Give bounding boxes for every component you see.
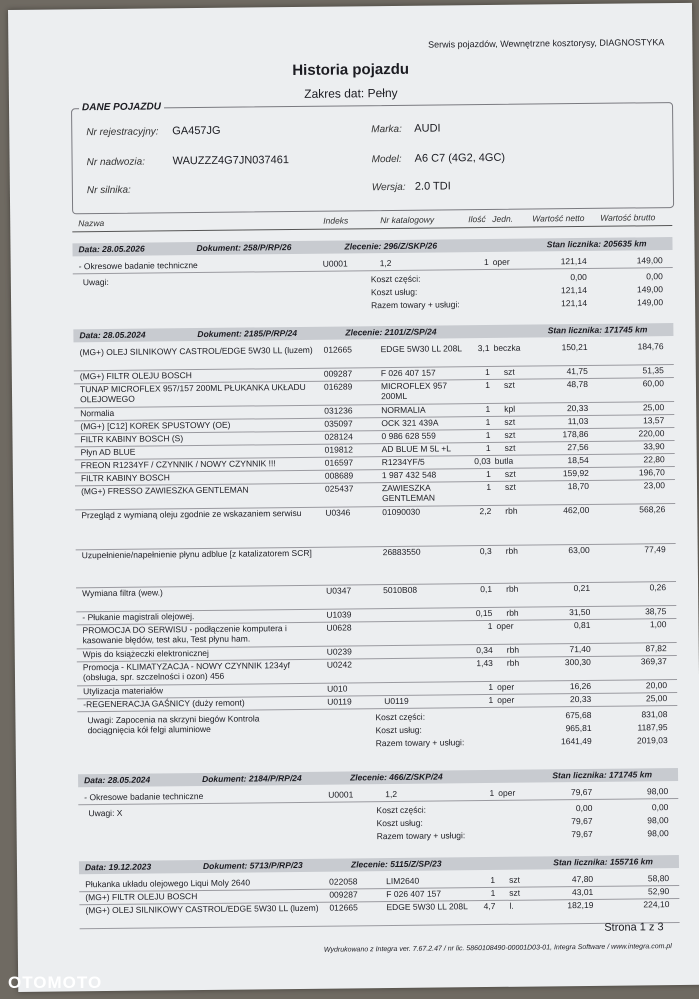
item-unit: oper bbox=[497, 694, 515, 705]
col-gross: Wartość brutto bbox=[600, 212, 656, 223]
item-index: 008689 bbox=[324, 470, 354, 481]
doc-odometer: Stan licznika: 205635 km bbox=[546, 238, 647, 250]
item-gross: 196,70 bbox=[638, 467, 665, 478]
item-qty: 0,15 bbox=[475, 607, 493, 619]
page-number: Strona 1 z 3 bbox=[604, 921, 664, 934]
summary-gross: 98,00 bbox=[647, 815, 669, 826]
item-gross: 38,75 bbox=[644, 606, 667, 617]
item-name: Uzupełnienie/napełnienie płynu adblue [z katalizatorem SCR] bbox=[81, 547, 312, 561]
item-index: U0001 bbox=[328, 789, 354, 800]
item-unit: rbh bbox=[506, 644, 520, 655]
item-name: (MG+) FILTR OLEJU BOSCH bbox=[85, 891, 198, 903]
item-qty: 1 bbox=[490, 887, 496, 898]
item-net: 47,80 bbox=[571, 873, 594, 885]
item-unit: beczka bbox=[493, 342, 521, 353]
reg-value: GA457JG bbox=[172, 124, 221, 138]
doc-date: Data: 28.05.2024 bbox=[84, 774, 151, 786]
item-qty: 3,1 bbox=[477, 342, 490, 354]
item-index: 012665 bbox=[323, 344, 353, 355]
item-index: U0001 bbox=[322, 258, 348, 269]
summary-gross: 1187,95 bbox=[637, 722, 668, 733]
item-unit: rbh bbox=[505, 505, 518, 516]
item-catalog: NORMALIA bbox=[381, 404, 426, 416]
item-catalog: EDGE 5W30 LL 208L bbox=[386, 901, 468, 913]
item-gross: 0,26 bbox=[649, 582, 667, 593]
item-index: U0239 bbox=[326, 646, 352, 657]
item-index: U0242 bbox=[326, 659, 352, 670]
item-qty: 1 bbox=[485, 366, 490, 378]
summary-gross: 831,08 bbox=[641, 709, 668, 720]
item-index: U1039 bbox=[326, 609, 352, 620]
item-name: Wpis do książeczki elektronicznej bbox=[82, 647, 209, 660]
date-range: Zakres dat: Pełny bbox=[304, 85, 398, 101]
item-net: 0,21 bbox=[573, 582, 591, 594]
item-qty: 1 bbox=[488, 694, 494, 706]
item-name: Płyn AD BLUE bbox=[80, 446, 136, 458]
item-catalog: ZAWIESZKA GENTLEMAN bbox=[381, 482, 436, 504]
item-gross: 33,90 bbox=[643, 441, 665, 452]
item-name: FILTR KABINY BOSCH (S) bbox=[80, 433, 184, 445]
item-qty: 1 bbox=[485, 403, 491, 415]
item-net: 48,78 bbox=[566, 378, 589, 390]
item-catalog: MICROFLEX 957 200ML bbox=[380, 380, 448, 402]
item-net: 159,92 bbox=[562, 467, 589, 479]
col-qty: Ilość bbox=[468, 214, 486, 225]
item-index: 022058 bbox=[329, 876, 358, 887]
item-net: 462,00 bbox=[563, 504, 590, 516]
summary-net: 79,67 bbox=[571, 828, 593, 840]
item-catalog bbox=[384, 658, 468, 659]
summary-net: 0,00 bbox=[575, 802, 593, 814]
item-catalog bbox=[383, 608, 467, 609]
item-catalog: R1234YF/5 bbox=[381, 456, 425, 468]
item-qty: 2,2 bbox=[479, 505, 492, 517]
item-net: 0,81 bbox=[573, 619, 591, 631]
item-index: 035097 bbox=[324, 418, 353, 429]
item-name: - Okresowe badanie techniczne bbox=[84, 790, 204, 803]
item-name: Przegląd z wymianą oleju zgodnie ze wskazaniem serwisu bbox=[81, 507, 302, 521]
doc-notes-text: Uwagi: X bbox=[88, 807, 123, 819]
item-gross: 224,10 bbox=[643, 899, 670, 910]
item-name: Utylizacja materiałów bbox=[83, 685, 164, 697]
item-qty: 0,3 bbox=[479, 545, 492, 557]
item-catalog: AD BLUE M 5L +L bbox=[381, 443, 452, 455]
summary-net: 121,14 bbox=[561, 297, 588, 309]
item-unit: szt bbox=[504, 468, 516, 479]
doc-order: Zlecenie: 2101/Z/SP/24 bbox=[345, 326, 437, 338]
reg-label: Nr rejestracyjny: bbox=[86, 126, 159, 139]
item-name: (MG+) FILTR OLEJU BOSCH bbox=[79, 370, 192, 382]
summary-gross: 149,00 bbox=[636, 284, 664, 295]
item-qty: 0,34 bbox=[476, 644, 493, 656]
item-catalog: 01090030 bbox=[382, 506, 421, 518]
item-gross: 87,82 bbox=[645, 643, 667, 654]
engine-label: Nr silnika: bbox=[86, 184, 131, 197]
item-net: 63,00 bbox=[568, 544, 590, 556]
item-unit: oper bbox=[496, 620, 514, 631]
summary-label: Koszt usług: bbox=[375, 724, 422, 736]
item-catalog: 5010B08 bbox=[383, 584, 418, 596]
item-catalog: 1 987 432 548 bbox=[381, 469, 437, 481]
item-catalog: F 026 407 157 bbox=[380, 367, 436, 379]
document-header-bar bbox=[73, 323, 673, 342]
item-index: U0119 bbox=[327, 696, 352, 707]
item-unit: rbh bbox=[506, 583, 519, 594]
item-unit: szt bbox=[509, 887, 521, 898]
model-label: Model: bbox=[371, 153, 402, 166]
item-qty: 1 bbox=[490, 874, 496, 885]
item-net: 11,03 bbox=[567, 415, 589, 427]
item-catalog: 1,2 bbox=[385, 788, 398, 800]
page-title: Historia pojazdu bbox=[292, 60, 410, 80]
item-index: 009287 bbox=[323, 368, 353, 379]
item-index: 025437 bbox=[324, 483, 354, 494]
doc-number: Dokument: 258/P/RP/26 bbox=[196, 242, 292, 254]
item-catalog bbox=[384, 682, 468, 683]
summary-gross: 2019,03 bbox=[636, 735, 668, 746]
item-catalog: 1,2 bbox=[379, 257, 392, 269]
doc-odometer: Stan licznika: 171745 km bbox=[552, 769, 653, 781]
item-qty: 1 bbox=[485, 442, 491, 454]
item-qty: 0,03 bbox=[474, 455, 491, 467]
item-unit: szt bbox=[504, 442, 516, 453]
item-net: 150,21 bbox=[561, 341, 588, 353]
document-header-bar bbox=[72, 237, 672, 256]
item-net: 41,75 bbox=[566, 365, 588, 377]
model-value: A6 C7 (4G2, 4GC) bbox=[414, 151, 506, 165]
item-qty: 1 bbox=[489, 787, 495, 799]
doc-odometer: Stan licznika: 155716 km bbox=[553, 856, 654, 868]
item-name: (MG+) OLEJ SILNIKOWY CASTROL/EDGE 5W30 LL (luzem) bbox=[85, 902, 319, 916]
item-qty: 1,43 bbox=[476, 657, 493, 669]
vin-value: WAUZZZ4G7JN037461 bbox=[172, 154, 290, 168]
summary-net: 121,14 bbox=[560, 284, 588, 296]
item-catalog: U0119 bbox=[384, 695, 409, 707]
item-net: 20,33 bbox=[566, 402, 589, 414]
item-qty: 4,7 bbox=[483, 900, 496, 912]
item-unit: oper bbox=[497, 681, 515, 692]
summary-net: 965,81 bbox=[565, 722, 592, 734]
item-net: 178,86 bbox=[562, 428, 589, 440]
item-gross: 369,37 bbox=[640, 656, 667, 667]
item-name: Normalia bbox=[80, 407, 115, 419]
item-gross: 23,00 bbox=[643, 480, 666, 491]
document-header-bar bbox=[78, 768, 678, 787]
item-net: 71,40 bbox=[569, 643, 591, 655]
item-index: 016289 bbox=[323, 381, 353, 392]
item-net: 27,56 bbox=[567, 441, 589, 453]
doc-date: Data: 28.05.2024 bbox=[79, 329, 146, 341]
vehicle-section-title: DANE POJAZDU bbox=[79, 101, 164, 113]
item-index: U010 bbox=[327, 683, 348, 694]
item-name: FILTR KABINY BOSCH bbox=[80, 472, 170, 484]
make-value: AUDI bbox=[414, 122, 441, 135]
summary-row bbox=[11, 297, 695, 311]
vin-label: Nr nadwozia: bbox=[86, 156, 146, 169]
item-index: 019812 bbox=[324, 444, 354, 455]
item-gross: 25,00 bbox=[645, 693, 668, 704]
col-unit: Jedn. bbox=[492, 213, 514, 224]
item-gross: 568,26 bbox=[639, 504, 666, 515]
item-net: 121,14 bbox=[560, 255, 587, 267]
item-qty: 1 bbox=[486, 468, 491, 480]
summary-label: Koszt części: bbox=[376, 804, 427, 816]
item-qty: 1 bbox=[488, 681, 494, 693]
item-index: 012665 bbox=[329, 902, 358, 913]
doc-notes-text: Uwagi: Zapocenia na skrzyni biegów Kontrola dociągnięcia kół felgi aluminiowe bbox=[87, 713, 260, 736]
item-net: 20,33 bbox=[569, 693, 592, 705]
item-net: 43,01 bbox=[571, 886, 594, 898]
doc-odometer: Stan licznika: 171745 km bbox=[547, 324, 648, 336]
item-gross: 220,00 bbox=[638, 428, 665, 439]
item-gross: 1,00 bbox=[649, 619, 667, 630]
item-gross: 25,00 bbox=[642, 402, 665, 413]
item-catalog bbox=[384, 645, 468, 646]
version-value: 2.0 TDI bbox=[414, 180, 451, 193]
item-gross: 58,80 bbox=[647, 873, 670, 884]
item-net: 79,67 bbox=[570, 786, 593, 798]
system-header: Serwis pojazdów, Wewnętrzne kosztorysy, DIAGNOSTYKA bbox=[428, 37, 665, 50]
summary-gross: 98,00 bbox=[647, 828, 669, 839]
item-name: (MG+) [C12] KOREK SPUSTOWY (OE) bbox=[80, 419, 231, 432]
item-name: - Płukanie magistrali olejowej. bbox=[82, 611, 195, 623]
document-header-bar bbox=[79, 855, 679, 874]
header-rule bbox=[72, 225, 672, 232]
col-index: Indeks bbox=[323, 215, 349, 226]
watermark-logo: OTOMOTO bbox=[8, 973, 103, 992]
summary-row bbox=[16, 735, 699, 749]
item-unit: rbh bbox=[506, 657, 520, 668]
doc-number: Dokument: 2185/P/RP/24 bbox=[197, 327, 298, 340]
summary-gross: 0,00 bbox=[646, 271, 663, 282]
item-unit: szt bbox=[503, 379, 515, 390]
doc-order: Zlecenie: 5115/Z/SP/23 bbox=[350, 858, 442, 870]
item-unit: oper bbox=[498, 787, 516, 798]
item-qty: 1 bbox=[485, 429, 491, 441]
item-unit: kpl bbox=[504, 403, 516, 414]
summary-net: 79,67 bbox=[571, 815, 593, 827]
item-qty: 1 bbox=[483, 256, 489, 268]
col-catalog: Nr katalogowy bbox=[380, 214, 435, 226]
item-unit: l. bbox=[509, 900, 514, 911]
item-unit: szt bbox=[504, 429, 516, 440]
item-net: 300,30 bbox=[564, 656, 591, 668]
item-name: TUNAP MICROFLEX 957/157 200ML PŁUKANKA UKŁADU OLEJOWEGO bbox=[79, 381, 306, 405]
item-gross: 51,35 bbox=[642, 365, 664, 376]
item-name: Wymiana filtra (wew.) bbox=[82, 587, 163, 599]
item-index: U0346 bbox=[325, 507, 351, 518]
summary-row bbox=[17, 828, 699, 842]
item-name: Płukanka układu olejowego Liqui Moly 2640 bbox=[85, 877, 251, 890]
item-gross: 13,57 bbox=[642, 415, 665, 426]
item-net: 16,26 bbox=[569, 680, 592, 692]
summary-net: 675,68 bbox=[565, 709, 592, 721]
summary-net: 1641,49 bbox=[560, 735, 592, 747]
item-unit: szt bbox=[504, 481, 516, 492]
print-footer: Wydrukowano z Integra ver. 7.67.2.47 / nr lic. 5860108490-00001D03-01, Integra Software / www.integra.com.pl bbox=[323, 943, 672, 954]
item-gross: 77,49 bbox=[644, 544, 666, 555]
item-gross: 60,00 bbox=[642, 378, 664, 389]
item-gross: 20,00 bbox=[645, 680, 668, 691]
item-unit: oper bbox=[492, 256, 510, 267]
item-catalog: EDGE 5W30 LL 208L bbox=[380, 343, 463, 355]
doc-number: Dokument: 2184/P/RP/24 bbox=[202, 772, 302, 785]
col-net: Wartość netto bbox=[532, 212, 585, 224]
item-index: 016597 bbox=[324, 457, 354, 468]
item-unit: rbh bbox=[505, 545, 519, 556]
item-name: Promocja - KLIMATYZACJA - NOWY CZYNNIK 1234yf (obsługa, spr. szczelności i ozon) 456 bbox=[82, 660, 290, 683]
make-label: Marka: bbox=[371, 123, 402, 136]
item-unit: szt bbox=[504, 416, 516, 427]
item-name: (MG+) FRESSO ZAWIESZKA GENTLEMAN bbox=[80, 484, 249, 497]
summary-gross: 0,00 bbox=[651, 802, 669, 813]
item-qty: 0,1 bbox=[480, 583, 493, 595]
item-index: 031236 bbox=[324, 405, 353, 416]
doc-order: Zlecenie: 466/Z/SKP/24 bbox=[350, 771, 443, 783]
doc-number: Dokument: 5713/P/RP/23 bbox=[202, 859, 303, 872]
summary-label: Koszt części: bbox=[370, 273, 421, 285]
item-gross: 149,00 bbox=[636, 255, 663, 266]
item-gross: 52,90 bbox=[647, 886, 670, 897]
doc-order: Zlecenie: 296/Z/SKP/26 bbox=[344, 240, 438, 252]
summary-label: Razem towary + usługi: bbox=[375, 737, 465, 749]
item-catalog: OCK 321 439A bbox=[381, 417, 439, 429]
item-name: -REGENERACJA GAŚNICY (duży remont) bbox=[83, 697, 245, 710]
item-gross: 22,80 bbox=[643, 454, 665, 465]
doc-date: Data: 28.05.2026 bbox=[78, 243, 145, 255]
item-name: FREON R1234YF / CZYNNIK / NOWY CZYNNIK !!! bbox=[80, 458, 276, 471]
item-index: U0628 bbox=[326, 622, 352, 633]
summary-gross: 149,00 bbox=[637, 297, 664, 308]
item-unit: szt bbox=[503, 366, 515, 377]
item-name: PROMOCJA DO SERWISU - podłączenie komputera i kasowanie błędów, test aku, Test płynu ham. bbox=[82, 623, 287, 646]
item-catalog: 0 986 628 559 bbox=[381, 430, 436, 442]
item-catalog: F 026 407 157 bbox=[386, 888, 442, 900]
item-qty: 1 bbox=[486, 481, 492, 493]
item-unit: szt bbox=[509, 874, 521, 885]
item-gross: 184,76 bbox=[637, 341, 664, 352]
col-name: Nazwa bbox=[78, 218, 105, 229]
item-name: - Okresowe badanie techniczne bbox=[78, 260, 198, 272]
item-net: 18,54 bbox=[567, 454, 589, 466]
item-net: 182,19 bbox=[567, 899, 594, 911]
item-catalog: 26883550 bbox=[382, 546, 421, 558]
summary-net: 0,00 bbox=[570, 271, 587, 283]
item-qty: 1 bbox=[487, 620, 493, 632]
item-unit: butla bbox=[494, 455, 514, 466]
version-label: Wersja: bbox=[371, 181, 406, 194]
item-index: 028124 bbox=[324, 431, 353, 442]
summary-label: Razem towary + usługi: bbox=[371, 299, 460, 311]
item-catalog: LIM2640 bbox=[386, 875, 420, 887]
item-qty: 1 bbox=[485, 379, 491, 391]
document-sheet bbox=[8, 3, 699, 992]
item-catalog bbox=[383, 621, 467, 622]
summary-label: Koszt usług: bbox=[376, 817, 423, 829]
item-index: U0347 bbox=[326, 585, 352, 596]
item-net: 31,50 bbox=[569, 606, 591, 618]
doc-date: Data: 19.12.2023 bbox=[84, 861, 152, 873]
doc-notes-text: Uwagi: bbox=[82, 276, 109, 288]
summary-label: Koszt usług: bbox=[370, 286, 418, 298]
item-name: (MG+) OLEJ SILNIKOWY CASTROL/EDGE 5W30 LL (luzem) bbox=[79, 344, 313, 358]
item-net: 18,70 bbox=[567, 480, 590, 492]
summary-label: Koszt części: bbox=[375, 711, 426, 723]
summary-label: Razem towary + usługi: bbox=[376, 830, 466, 842]
item-index: 009287 bbox=[329, 889, 358, 900]
item-qty: 1 bbox=[485, 416, 491, 428]
item-gross: 98,00 bbox=[646, 786, 669, 797]
item-unit: rbh bbox=[506, 607, 519, 618]
